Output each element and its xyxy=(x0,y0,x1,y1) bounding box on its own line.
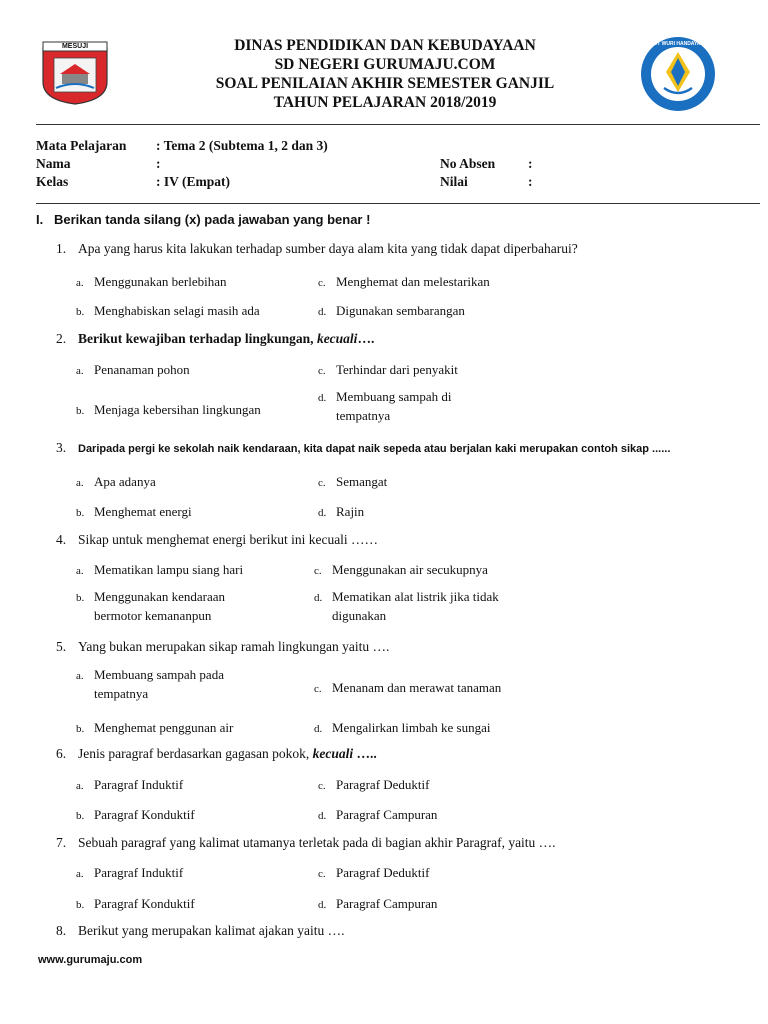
q6-option-d[interactable]: d. Paragraf Campuran xyxy=(318,807,438,822)
q3-option-b[interactable]: b. Menghemat energi xyxy=(76,504,192,519)
nilai-value: : xyxy=(528,174,533,189)
header-divider xyxy=(36,124,760,125)
question-1-text: Apa yang harus kita lakukan terhadap sumber daya alam kita yang tidak dapat diperbaharui? xyxy=(78,241,578,256)
q5-option-a[interactable]: a. Membuang sampah pada tempatnya xyxy=(76,667,224,701)
q6-option-b[interactable]: b. Paragraf Konduktif xyxy=(76,807,195,822)
q4-option-b[interactable]: b. Menggunakan kendaraan bermotor kemananpun xyxy=(76,589,226,623)
q2-option-a[interactable]: a. Penanaman pohon xyxy=(76,362,190,377)
question-4: 4. Sikap untuk menghemat energi berikut ini kecuali …… xyxy=(56,532,379,547)
name-value: : xyxy=(156,156,161,171)
q2-option-d[interactable]: d. Membuang sampah di tempatnya xyxy=(318,389,452,423)
info-divider xyxy=(36,203,760,204)
question-1: 1. Apa yang harus kita lakukan terhadap sumber daya alam kita yang tidak dapat diperbaharui? xyxy=(56,241,578,256)
subject-label: Mata Pelajaran xyxy=(36,138,127,153)
q1-option-b[interactable]: b. Menghabiskan selagi masih ada xyxy=(76,303,260,318)
name-label: Nama xyxy=(36,156,71,171)
q5-option-d[interactable]: d. Mengalirkan limbah ke sungai xyxy=(314,720,491,735)
q7-option-d[interactable]: d. Paragraf Campuran xyxy=(318,896,438,911)
question-3: 3. Daripada pergi ke sekolah naik kendaraan, kita dapat naik sepeda atau berjalan kaki merupakan contoh sikap ...... xyxy=(56,440,671,455)
q5-option-c[interactable]: c. Menanam dan merawat tanaman xyxy=(314,680,502,695)
q1-option-c[interactable]: c. Menghemat dan melestarikan xyxy=(318,274,490,289)
header-title-2: SD NEGERI GURUMAJU.COM xyxy=(274,56,496,73)
q3-option-d[interactable]: d. Rajin xyxy=(318,504,365,519)
q3-option-c[interactable]: c. Semangat xyxy=(318,474,388,489)
absen-label: No Absen xyxy=(440,156,496,171)
q2-option-c[interactable]: c. Terhindar dari penyakit xyxy=(318,362,458,377)
tut-wuri-handayani-logo xyxy=(640,36,716,112)
q7-option-c[interactable]: c. Paragraf Deduktif xyxy=(318,865,430,880)
q7-option-b[interactable]: b. Paragraf Konduktif xyxy=(76,896,195,911)
nilai-label: Nilai xyxy=(440,174,468,189)
question-5: 5. Yang bukan merupakan sikap ramah lingkungan yaitu …. xyxy=(56,639,390,654)
section-instruction-text: Berikan tanda silang (x) pada jawaban yang benar ! xyxy=(54,212,371,227)
q3-option-a[interactable]: a. Apa adanya xyxy=(76,474,156,489)
question-2: 2. Berikut kewajiban terhadap lingkungan, kecuali…. xyxy=(56,331,375,346)
footer-website[interactable]: www.gurumaju.com xyxy=(38,954,143,966)
q4-option-a[interactable]: a. Mematikan lampu siang hari xyxy=(76,562,244,577)
q6-option-c[interactable]: c. Paragraf Deduktif xyxy=(318,777,430,792)
mesuji-logo-text: MESUJI xyxy=(61,43,89,50)
question-8: 8. Berikut yang merupakan kalimat ajakan yaitu …. xyxy=(56,923,345,938)
q5-option-b[interactable]: b. Menghemat penggunan air xyxy=(76,720,234,735)
mesuji-logo xyxy=(40,40,110,106)
header-title-1: DINAS PENDIDIKAN DAN KEBUDAYAAN xyxy=(234,37,536,54)
header-title-3: SOAL PENILAIAN AKHIR SEMESTER GANJIL xyxy=(215,75,555,92)
tut-wuri-handayani-text: TUT WURI HANDAYANI xyxy=(650,41,706,47)
question-6: 6. Jenis paragraf berdasarkan gagasan pokok, kecuali ….. xyxy=(56,746,377,761)
class-label: Kelas xyxy=(36,174,69,189)
q4-option-c[interactable]: c. Menggunakan air secukupnya xyxy=(314,562,488,577)
section-number: I. xyxy=(36,212,44,227)
q7-option-a[interactable]: a. Paragraf Induktif xyxy=(76,865,184,880)
q2-option-b[interactable]: b. Menjaga kebersihan lingkungan xyxy=(76,402,261,417)
class-value: : IV (Empat) xyxy=(156,174,230,189)
subject-value: : Tema 2 (Subtema 1, 2 dan 3) xyxy=(156,138,328,153)
q1-option-a[interactable]: a. Menggunakan berlebihan xyxy=(76,274,227,289)
absen-value: : xyxy=(528,156,533,171)
question-7: 7. Sebuah paragraf yang kalimat utamanya terletak pada di bagian akhir Paragraf, yaitu …. xyxy=(56,835,556,850)
q6-option-a[interactable]: a. Paragraf Induktif xyxy=(76,777,184,792)
header-title-4: TAHUN PELAJARAN 2018/2019 xyxy=(273,94,497,111)
q4-option-d[interactable]: d. Mematikan alat listrik jika tidak digunakan xyxy=(314,589,499,623)
section-instruction xyxy=(36,212,370,227)
q1-option-d[interactable]: d. Digunakan sembarangan xyxy=(318,303,465,318)
